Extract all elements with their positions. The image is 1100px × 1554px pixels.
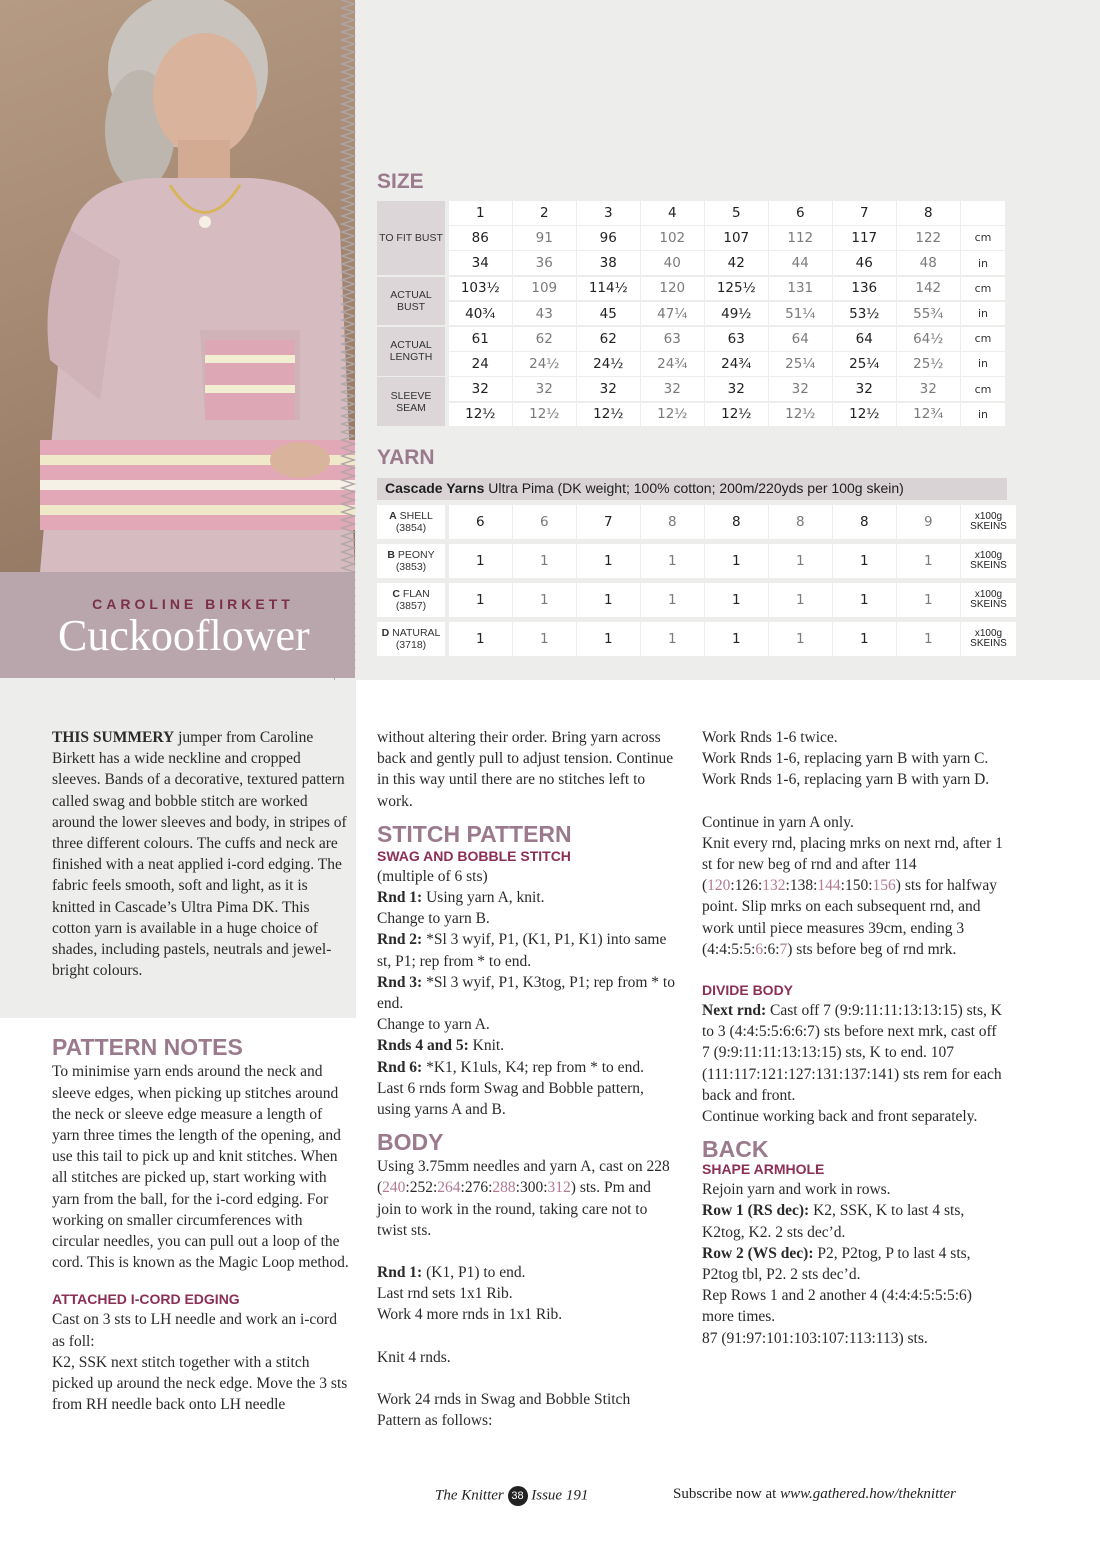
- rib-sets: Last rnd sets 1x1 Rib.: [377, 1285, 513, 1303]
- yarn-brand: Cascade Yarns: [385, 480, 485, 496]
- size-value: 131: [769, 277, 832, 301]
- size-value: 12½: [513, 403, 576, 427]
- issue-number: Issue 191: [531, 1487, 589, 1504]
- yarn-skein-count: 1: [769, 544, 832, 578]
- knit-4-rnds: Knit 4 rnds.: [377, 1348, 451, 1366]
- yarn-shade-name: PEONY: [394, 549, 435, 561]
- work-yarn-d: Work Rnds 1-6, replacing yarn B with yarn D.: [702, 771, 990, 789]
- size-value: 25¼: [769, 352, 832, 376]
- yarn-shade-code: (3718): [395, 639, 427, 651]
- final-count: 87 (91:97:101:103:107:113:113) sts.: [702, 1329, 928, 1347]
- intro-lead: THIS SUMMERY: [52, 729, 175, 746]
- size-number: 7: [833, 201, 896, 225]
- yarn-skein-count: 1: [513, 544, 576, 578]
- rnd-6-text: *K1, K1uls, K4; rep from * to end.: [422, 1058, 644, 1076]
- row-2-text: P2, P2tog, P to last 4 sts, P2tog tbl, P2. 2 sts dec’d.: [702, 1244, 971, 1284]
- icord-continued: without altering their order. Bring yarn across back and gently pull to adjust tension. Continue in this way until there are no stitches left to work.: [377, 729, 674, 810]
- size-value: 24½: [513, 352, 576, 376]
- yarn-shade-code: (3857): [395, 600, 427, 612]
- rnd-2-label: Rnd 2:: [377, 931, 423, 949]
- size-value: 47¼: [641, 302, 704, 326]
- knit-every-text: Knit every rnd, placing mrks on next rnd, after 1 st for new beg of rnd and after 114 (: [702, 834, 1003, 895]
- change-to-b: Change to yarn B.: [377, 910, 490, 928]
- continue-separately: Continue working back and front separately.: [702, 1108, 978, 1126]
- size-value: 96: [577, 226, 640, 250]
- row-1-text: K2, SSK, K to last 4 sts, K2tog, K2. 2 sts dec’d.: [702, 1202, 965, 1241]
- body-count: :252:: [405, 1179, 438, 1197]
- column-3: [702, 727, 1007, 1349]
- yarn-skein-count: 6: [513, 505, 576, 539]
- size-value: 64: [769, 327, 832, 351]
- body-count: 312: [547, 1179, 571, 1197]
- size-value: 12½: [449, 403, 512, 427]
- size-unit: in: [961, 251, 1005, 275]
- swag-bobble-heading: SWAG AND BOBBLE STITCH: [377, 847, 571, 864]
- yarn-skein-count: 9: [897, 505, 960, 539]
- continue-yarn-a: Continue in yarn A only.: [702, 813, 854, 831]
- yarn-skein-count: 8: [833, 505, 896, 539]
- size-value: 117: [833, 226, 896, 250]
- size-value: 24¾: [641, 352, 704, 376]
- skein-label: SKEINS: [970, 638, 1007, 649]
- size-value: 32: [577, 377, 640, 401]
- stitch-count: :150:: [840, 877, 873, 895]
- size-value: 32: [513, 377, 576, 401]
- work-24-rnds: Work 24 rnds in Swag and Bobble Stitch Pattern as follows:: [377, 1390, 631, 1430]
- magazine-name: The Knitter: [435, 1487, 504, 1504]
- size-value: 40¾: [449, 302, 512, 326]
- size-value: 109: [513, 277, 576, 301]
- size-value: 61: [449, 327, 512, 351]
- pattern-notes-heading: PATTERN NOTES: [52, 1034, 243, 1061]
- size-value: 51¼: [769, 302, 832, 326]
- size-value: 62: [577, 327, 640, 351]
- rib-rnd-1: [377, 1262, 675, 1283]
- change-to-a: Change to yarn A.: [377, 1016, 490, 1034]
- stitch-pattern-heading: STITCH PATTERN: [377, 820, 572, 847]
- size-unit: cm: [961, 327, 1005, 351]
- yarn-skein-count: 1: [641, 583, 704, 617]
- title-block: [0, 572, 355, 678]
- size-unit: in: [961, 403, 1005, 427]
- size-value: 55¾: [897, 302, 960, 326]
- back-heading: BACK: [702, 1136, 769, 1163]
- yarn-shade-code: (3853): [395, 561, 427, 573]
- size-value: 64½: [897, 327, 960, 351]
- yarn-skein-count: 1: [449, 583, 512, 617]
- size-number: 8: [897, 201, 960, 225]
- rejoin-yarn: Rejoin yarn and work in rows.: [702, 1181, 891, 1199]
- size-value: 114½: [577, 277, 640, 301]
- subscribe-prefix: Subscribe now at: [673, 1486, 777, 1502]
- size-value: 25¼: [833, 352, 896, 376]
- size-value: 122: [897, 226, 960, 250]
- stitch-count: :6:: [763, 940, 780, 958]
- yarn-skein-count: 1: [897, 583, 960, 617]
- size-value: 49½: [705, 302, 768, 326]
- size-value: 64: [833, 327, 896, 351]
- footer-subscribe: [673, 1486, 956, 1503]
- rib-more: Work 4 more rnds in 1x1 Rib.: [377, 1306, 563, 1324]
- body-count: 240: [382, 1179, 406, 1197]
- column-1: [52, 727, 352, 1415]
- yarn-skein-count: 8: [705, 505, 768, 539]
- icord-heading: ATTACHED I-CORD EDGING: [52, 1291, 240, 1308]
- yarn-description: [377, 478, 1007, 500]
- row-2: [702, 1243, 1007, 1285]
- yarn-shade-label: [377, 622, 445, 656]
- stitch-count: 132: [762, 877, 786, 895]
- rnd-6-label: Rnd 6:: [377, 1058, 423, 1076]
- yarn-shade-code: (3854): [395, 522, 427, 534]
- size-value: 25½: [897, 352, 960, 376]
- size-value: 12½: [769, 403, 832, 427]
- yarn-skein-count: 1: [705, 622, 768, 656]
- next-rnd-text: Cast off 7 (9:9:11:11:13:13:15) sts, K to 3 (4:4:5:5:6:6:7) sts before next mrk, cast off 7 (9:9:11:11:13:13:15) sts, K to end. 107 (111:117:121:127:131:137:141) sts rem for each back and front.: [702, 1002, 1002, 1104]
- size-value: 34: [449, 251, 512, 275]
- yarn-heading: YARN: [377, 446, 435, 469]
- yarn-skein-count: 1: [513, 583, 576, 617]
- yarn-shade-name: NATURAL: [389, 627, 441, 639]
- size-value: 107: [705, 226, 768, 250]
- yarn-shade-label: [377, 505, 445, 539]
- size-value: 12½: [705, 403, 768, 427]
- unit-header: [961, 201, 1005, 225]
- yarn-letter: D: [381, 627, 390, 639]
- knit-every-rnd: [702, 833, 1007, 960]
- yarn-skein-count: 1: [577, 622, 640, 656]
- size-number: 3: [577, 201, 640, 225]
- rnd-1-text: Using yarn A, knit.: [422, 889, 545, 907]
- rnd-3-text: *Sl 3 wyif, P1, K3tog, P1; rep from * to end.: [377, 973, 675, 1013]
- row-2-label: Row 2 (WS dec):: [702, 1244, 814, 1262]
- size-value: 45: [577, 302, 640, 326]
- yarn-shade-name: FLAN: [399, 588, 430, 600]
- rnd-6: [377, 1057, 675, 1078]
- size-number: 2: [513, 201, 576, 225]
- yarn-shade-label: [377, 544, 445, 578]
- skein-weight: x100g: [974, 589, 1003, 600]
- skein-weight: x100g: [974, 511, 1003, 522]
- stitch-count: 156: [872, 877, 896, 895]
- work-yarn-c: Work Rnds 1-6, replacing yarn B with yarn C.: [702, 750, 989, 768]
- yarn-skein-count: 1: [705, 544, 768, 578]
- size-value: 125½: [705, 277, 768, 301]
- column-2: [377, 727, 675, 1431]
- stitch-count: :126:: [730, 877, 763, 895]
- size-row-label: SLEEVE SEAM: [377, 377, 445, 426]
- yarn-skein-count: 1: [769, 622, 832, 656]
- size-value: 142: [897, 277, 960, 301]
- yarn-shade-label: [377, 583, 445, 617]
- size-value: 43: [513, 302, 576, 326]
- size-row-label: TO FIT BUST: [377, 201, 445, 275]
- yarn-skein-count: 1: [769, 583, 832, 617]
- size-unit: cm: [961, 277, 1005, 301]
- yarn-skein-count: 1: [833, 544, 896, 578]
- size-value: 36: [513, 251, 576, 275]
- size-unit: in: [961, 302, 1005, 326]
- shape-armhole-heading: SHAPE ARMHOLE: [702, 1161, 825, 1178]
- work-twice: Work Rnds 1-6 twice.: [702, 729, 838, 746]
- skein-weight: x100g: [974, 628, 1003, 639]
- size-value: 40: [641, 251, 704, 275]
- divide-body-heading: DIVIDE BODY: [702, 982, 794, 999]
- yarn-skein-count: 1: [833, 583, 896, 617]
- size-value: 63: [705, 327, 768, 351]
- size-value: 46: [833, 251, 896, 275]
- size-number: 6: [769, 201, 832, 225]
- size-value: 136: [833, 277, 896, 301]
- rnd-2-text: *Sl 3 wyif, P1, (K1, P1, K1) into same st, P1; rep from * to end.: [377, 931, 667, 970]
- size-value: 53½: [833, 302, 896, 326]
- body-count: 288: [492, 1179, 516, 1197]
- yarn-skein-count: 6: [449, 505, 512, 539]
- size-value: 12½: [577, 403, 640, 427]
- size-number: 1: [449, 201, 512, 225]
- yarn-detail: Ultra Pima (DK weight; 100% cotton; 200m/220yds per 100g skein): [488, 480, 904, 496]
- size-value: 44: [769, 251, 832, 275]
- last-6-rnds: Last 6 rnds form Swag and Bobble pattern, using yarns A and B.: [377, 1079, 644, 1119]
- yarn-skein-count: 1: [577, 544, 640, 578]
- body-cast-on: [377, 1156, 675, 1241]
- rnds-4-5: [377, 1035, 675, 1056]
- size-unit: cm: [961, 226, 1005, 250]
- stitch-count: 144: [817, 877, 841, 895]
- size-value: 112: [769, 226, 832, 250]
- size-value: 32: [769, 377, 832, 401]
- body-text-a: Using 3.75mm needles and yarn A, cast on 228 (: [377, 1158, 670, 1197]
- footer-magazine: [435, 1486, 588, 1506]
- rnd-2: [377, 929, 675, 971]
- knit-every-tail: ) sts for halfway point. Slip mrks on each subsequent rnd, and work until piece measures 39cm, ending 3 (4:4:5:5:: [702, 877, 997, 958]
- knit-every-end: ) sts before beg of rnd mrk.: [787, 940, 957, 958]
- size-value: 12½: [833, 403, 896, 427]
- yarn-letter: A: [389, 510, 397, 522]
- stitch-count: 7: [779, 940, 788, 958]
- size-number: 5: [705, 201, 768, 225]
- skein-unit: [961, 544, 1016, 578]
- row-1-label: Row 1 (RS dec):: [702, 1202, 810, 1220]
- size-value: 32: [641, 377, 704, 401]
- size-unit: cm: [961, 377, 1005, 401]
- yarn-skein-count: 1: [897, 544, 960, 578]
- size-value: 32: [897, 377, 960, 401]
- body-text-b: ) sts. Pm and join to work in the round, taking care not to twist sts.: [377, 1179, 651, 1239]
- multiple-text: (multiple of 6 sts): [377, 867, 488, 885]
- size-value: 24: [449, 352, 512, 376]
- yarn-skein-count: 1: [577, 583, 640, 617]
- size-value: 38: [577, 251, 640, 275]
- size-value: 32: [833, 377, 896, 401]
- size-value: 63: [641, 327, 704, 351]
- yarn-skein-count: 1: [641, 544, 704, 578]
- yarn-skein-count: 1: [833, 622, 896, 656]
- yarn-shade-name: SHELL: [396, 510, 433, 522]
- yarn-skein-count: 1: [449, 622, 512, 656]
- size-value: 62: [513, 327, 576, 351]
- size-value: 42: [705, 251, 768, 275]
- size-row-label: ACTUAL BUST: [377, 277, 445, 326]
- next-rnd-label: Next rnd:: [702, 1002, 767, 1020]
- skein-unit: [961, 505, 1016, 539]
- yarn-skein-count: 1: [641, 622, 704, 656]
- next-rnd: [702, 1000, 1007, 1106]
- rnds-4-5-text: Knit.: [468, 1037, 505, 1055]
- size-value: 86: [449, 226, 512, 250]
- pattern-notes-text: To minimise yarn ends around the neck and sleeve edges, when picking up stitches around the neck or sleeve edge measure a length of yarn three times the length of the opening, and use this tail to pick up and knit stitches. When all stitches are picked up, start working with yarn from the ball, for the i-cord edging. For working on smaller circumferences with circular needles, you can pull out a loop of the cord. This is known as the Magic Loop method.: [52, 1063, 349, 1272]
- pattern-title: Cuckooflower: [58, 611, 310, 660]
- size-value: 24¾: [705, 352, 768, 376]
- body-count: :276:: [460, 1179, 493, 1197]
- stitch-count: 6: [755, 940, 764, 958]
- yarn-skein-count: 1: [705, 583, 768, 617]
- skein-unit: [961, 583, 1016, 617]
- yarn-skein-count: 1: [897, 622, 960, 656]
- yarn-letter: C: [392, 588, 400, 600]
- rnd-1: [377, 887, 675, 908]
- skein-weight: x100g: [974, 550, 1003, 561]
- designer-name: CAROLINE BIRKETT: [92, 596, 294, 612]
- body-heading: BODY: [377, 1129, 444, 1156]
- size-value: 102: [641, 226, 704, 250]
- size-value: 103½: [449, 277, 512, 301]
- row-1: [702, 1200, 1007, 1242]
- size-unit: in: [961, 352, 1005, 376]
- rnd-3-label: Rnd 3:: [377, 973, 423, 991]
- icord-text-1: Cast on 3 sts to LH needle and work an i-cord as foll:: [52, 1311, 337, 1350]
- yarn-skein-count: 7: [577, 505, 640, 539]
- yarn-skein-count: 8: [769, 505, 832, 539]
- skein-label: SKEINS: [970, 521, 1007, 532]
- rnds-4-5-label: Rnds 4 and 5:: [377, 1037, 469, 1055]
- yarn-letter: B: [387, 549, 395, 561]
- size-value: 48: [897, 251, 960, 275]
- size-value: 91: [513, 226, 576, 250]
- size-value: 12¾: [897, 403, 960, 427]
- page-number: 38: [508, 1486, 528, 1506]
- subscribe-link[interactable]: www.gathered.how/theknitter: [780, 1486, 956, 1502]
- body-count: 264: [437, 1179, 461, 1197]
- size-value: 120: [641, 277, 704, 301]
- skein-label: SKEINS: [970, 560, 1007, 571]
- stitch-count: :138:: [785, 877, 818, 895]
- intro-text: jumper from Caroline Birkett has a wide neckline and cropped sleeves. Bands of a decorative, textured pattern called swag and bobble stitch are worked around the lower sleeves and body, in stripes of three different colours. The cuffs and neck are finished with a neat applied i-cord edging. The fabric feels smooth, soft and light, as it is knitted in Cascade’s Ultra Pima DK. This cotton yarn is available in a huge choice of shades, including pastels, neutrals and jewel-bright colours.: [52, 729, 347, 980]
- size-value: 12½: [641, 403, 704, 427]
- size-number: 4: [641, 201, 704, 225]
- size-value: 32: [705, 377, 768, 401]
- size-row-label: ACTUAL LENGTH: [377, 327, 445, 376]
- body-count: :300:: [515, 1179, 548, 1197]
- skein-label: SKEINS: [970, 599, 1007, 610]
- size-value: 24½: [577, 352, 640, 376]
- yarn-skein-count: 1: [449, 544, 512, 578]
- yarn-skein-count: 1: [513, 622, 576, 656]
- skein-unit: [961, 622, 1016, 656]
- repeat-rows: Rep Rows 1 and 2 another 4 (4:4:4:5:5:5:6) more times.: [702, 1287, 972, 1326]
- icord-text-2: K2, SSK next stitch together with a stitch picked up around the neck edge. Move the 3 sts from RH needle back onto LH needle: [52, 1353, 348, 1414]
- rib-label: Rnd 1:: [377, 1264, 423, 1282]
- rib-text: (K1, P1) to end.: [422, 1264, 526, 1282]
- stitch-count: 120: [707, 877, 731, 895]
- model-photo: [0, 0, 355, 572]
- yarn-skein-count: 8: [641, 505, 704, 539]
- rnd-3: [377, 972, 675, 1014]
- rnd-1-label: Rnd 1:: [377, 889, 423, 907]
- size-heading: SIZE: [377, 170, 424, 193]
- intro-paragraph: [52, 727, 352, 981]
- size-value: 32: [449, 377, 512, 401]
